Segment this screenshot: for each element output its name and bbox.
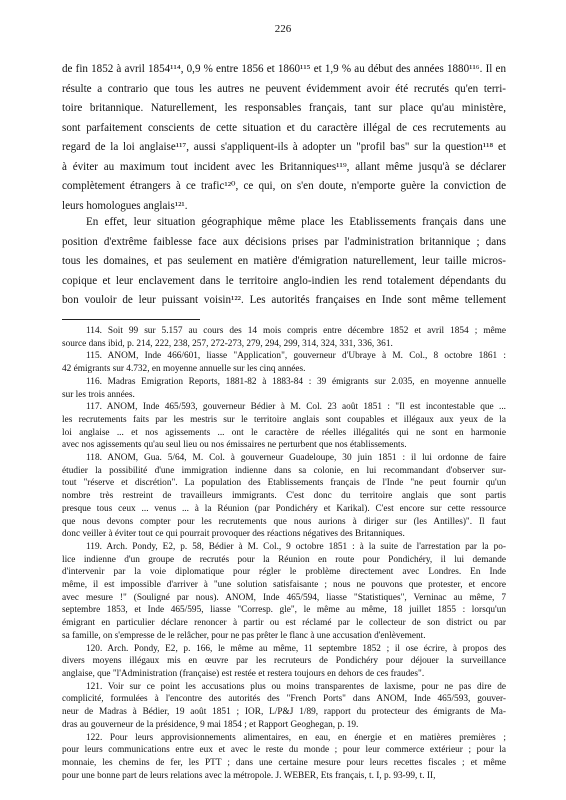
footnote-line: pour une bonne part de leurs relations avec la métropole. J. WEBER, Ets français, t. I, p. 93-99, t. II, (62, 770, 436, 781)
footnote-line: dras au gouverneur de la présidence, 9 mai 1854 ; et Rapport Geoghegan, p. 19. (62, 719, 359, 730)
footnote (62, 401, 506, 452)
text-line: bon vouloir de leur puissant voisin¹²². Les autorités françaises en Inde sont même tellement (62, 294, 506, 306)
footnote-line: 117. ANOM, Inde 465/593, gouverneur Bédier à M. Col. 23 août 1851 : "Il est incontestable que ... (86, 402, 506, 413)
footnote (62, 732, 506, 783)
footnote-line: 42 émigrants sur 4.732, en moyenne annuelle sur les cinq années. (62, 364, 306, 375)
footnote-line: même, il est impossible d'arriver à "une solution satisfaisante ; nous ne pouvons que protester, et encore (62, 580, 506, 591)
footnote-line: tout "réserve et discrétion". La population des Etablissements français de l'Inde "ne peut fournir qu'un (62, 478, 506, 489)
footnote-line: avec nos agissements qu'au seul lieu ou nos émissaires ne perturbent que nos établissements. (62, 440, 407, 451)
footnote-line: 114. Soit 99 sur 5.157 au cours des 14 mois compris entre décembre 1852 et avril 1854 ; même (86, 326, 506, 336)
text-line: complètement étrangers à ce trafic¹²⁰, ce qui, on s'en doute, n'emporte guère la conviction de (62, 180, 506, 192)
footnote-line: lice indienne d'un groupe de recrutés pour la Réunion en route pour Pondichéry, il lui demande (62, 554, 506, 565)
footnote-line: 118. ANOM, Gua. 5/64, M. Col. à gouverneur Guadeloupe, 30 juin 1851 : il lui ordonne de faire (86, 453, 506, 464)
footnote-line: pour leurs communications entre eux et avec le reste du monde ; pour leur commerce extérieur ; pour la (62, 745, 506, 756)
footnote (62, 681, 506, 732)
footnote-line: presque tous ceux ... venus ... à la Réunion (par Pondichéry et Karikal). C'est encore sur cette ressource (62, 503, 506, 514)
footnote-line: étudier la possibilité d'une immigration indienne dans sa colonie, en lui recommandant d'observer sur- (62, 465, 506, 476)
text-line: toire britannique. Naturellement, les responsables français, tant sur place qu'au ministère, (62, 102, 506, 114)
text-line: En effet, leur situation géographique même place les Etablissements français dans une (86, 216, 506, 228)
text-line: tous les domaines, et pas seulement en matière d'émigration naturellement, leur taille micros- (62, 255, 506, 267)
footnote-line: 122. Pour leurs approvisionnements alimentaires, en eau, en énergie et en matières premières ; (86, 732, 506, 743)
footnote (62, 325, 506, 350)
text-line: leurs homologues anglais¹²¹. (62, 199, 188, 212)
footnote-line: anglaise, que "l'Administration (française) est restée et restera toujours en dehors de ces fraudes". (62, 668, 425, 679)
footnote-line: d'intervenir par la voie diplomatique pour régler le problème directement avec Londres. En Inde (62, 567, 506, 578)
footnote-line: les recrutements faits par les mestris sur le territoire anglais sont coupables et illégaux aux yeux de la (62, 414, 506, 425)
footnote-line: complicité, formulées à l'encontre des autorités des "French Ports" dans ANOM, Inde 465/593, gouver- (62, 694, 506, 705)
footnote-line: loi anglaise ... et nos agissements ... ont le caractère de réelles illégalités qui ne sont en harmonie (62, 427, 506, 438)
body-paragraph-2 (62, 213, 506, 311)
footnote (62, 350, 506, 375)
footnote (62, 376, 506, 401)
footnote-line: émigrant en particulier déclare renoncer à partir ou est réclamé par le collecteur de son district ou par (62, 618, 506, 629)
footnote-line: que nous devons compter pour les recrutements que nous aurions à diriger sur (les Antilles)". Il faut (62, 516, 506, 527)
text-line: de fin 1852 à avril 1854¹¹⁴, 0,9 % entre 1856 et 1860¹¹⁵ et 1,9 % au début des années 1880¹¹⁶. Il en (62, 63, 506, 75)
footnotes (62, 325, 506, 782)
footnote-line: 119. Arch. Pondy, E2, p. 58, Bédier à M. Col., 9 octobre 1851 : à la suite de l'arrestation par la po- (86, 541, 506, 552)
footnote-line: 120. Arch. Pondy, E2, p. 166, le même au même, 11 septembre 1852 ; il ose écrire, à propos des (86, 643, 506, 654)
footnote-line: source dans ibid, p. 214, 222, 238, 257, 272-273, 279, 294, 299, 314, 324, 331, 336, 361. (62, 338, 393, 349)
footnote-line: septembre 1853, et Inde 465/595, liasse "Corresp. gle", le même au même, 18 juillet 1855 : lorsqu'un (62, 605, 506, 616)
footnote-line: nombre très restreint de travailleurs immigrants. C'est donc du territoire anglais que sont partis (62, 491, 506, 502)
footnote (62, 452, 506, 541)
footnote-line: sur les trois années. (62, 389, 135, 400)
text-line: résulte a contrario que tous les autres ne peuvent évidemment avoir été recrutés qu'en terri- (62, 82, 506, 95)
body-paragraph-1 (62, 60, 506, 216)
text-line: regard de la loi anglaise¹¹⁷, aussi s'appliquent-ils à adopter un "profil bas" sur la question¹¹⁸ et (62, 141, 506, 153)
footnote-line: donc veiller à éviter tout ce qui pourrait provoquer des réactions négatives des Britanniques. (62, 529, 405, 540)
text-line: sont parfaitement conscients de cette situation et du caractère illégal de ces recrutements au (62, 121, 506, 134)
footnote-separator (62, 319, 200, 320)
footnote-line: 121. Voir sur ce point les accusations plus ou moins transparentes de laxisme, pour ne pas dire de (86, 681, 506, 692)
footnote-line: divers moyens illégaux mis en œuvre par les recruteurs de Pondichéry pour déjouer la surveillance (62, 656, 506, 667)
text-line: copique et leur enclavement dans le territoire anglo-indien les rend totalement dépendants du (62, 274, 506, 287)
footnote-line: neur de Madras à Bédier, 19 août 1851 ; IOR, L/P&J 1/89, rapport du protecteur des émigrants de Ma- (62, 707, 506, 718)
text-line: à éviter au maximum tout incident avec les Britanniques¹¹⁹, allant même jusqu'à se déclarer (62, 160, 506, 173)
text-line: position d'extrême faiblesse face aux décisions prises par l'administration britannique ; dans (62, 235, 506, 248)
footnote-line: avec mesure !" (Souligné par nous). ANOM, Inde 465/594, liasse "Statistiques", Verninac au même, 7 (62, 592, 506, 603)
footnote-line: sa famille, on s'empresse de le relâcher, pour ne pas prêter le flanc à une accusation d'enlèvement. (62, 630, 426, 641)
page-number: 226 (274, 23, 292, 35)
footnote (62, 643, 506, 681)
footnote (62, 541, 506, 643)
footnote-line: 115. ANOM, Inde 466/601, liasse "Application", gouverneur d'Ubraye à M. Col., 8 octobre 1861 : (86, 351, 506, 362)
footnote-line: 116. Madras Emigration Reports, 1881-82 à 1883-84 : 39 émigrants sur 2.035, en moyenne annuelle (86, 376, 506, 387)
footnote-line: monnaie, les chemins de fer, les PTT ; dans une certaine mesure pour leurs recettes fiscales ; et même (62, 757, 506, 768)
